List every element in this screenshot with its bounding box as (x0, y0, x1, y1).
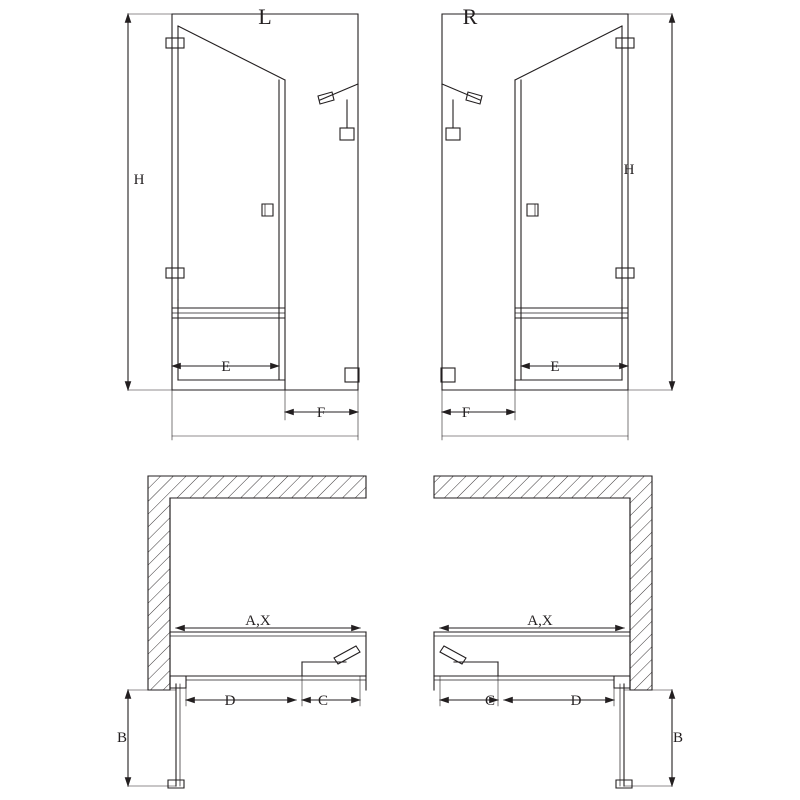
elevation-left-group (128, 14, 359, 440)
dimension-label-D-left: D (224, 693, 236, 709)
plan-left-support-arm (334, 646, 360, 664)
right-elevation-support-bar (442, 84, 480, 100)
dimension-label-AX-left: A,X (245, 613, 271, 629)
dimension-label-B-right: B (672, 730, 684, 746)
right-elevation-hinge-top (616, 38, 634, 48)
right-elevation-door-top-edge (515, 26, 622, 80)
dimension-label-H-right: H (623, 162, 635, 178)
plan-right-pivot-fitting (614, 676, 630, 688)
dimension-label-H-left: H (133, 172, 145, 188)
left-elevation-support-bar (320, 84, 358, 100)
left-elevation-handle (262, 204, 273, 216)
dimension-label-D-right: D (570, 693, 582, 709)
dimension-label-F-right: F (461, 405, 471, 421)
dimension-label-C-left: C (317, 693, 329, 709)
left-elevation-wall-bracket (340, 128, 354, 140)
right-elevation-handle (527, 204, 538, 216)
dimension-label-AX-right: A,X (527, 613, 553, 629)
plan-right-support-arm (440, 646, 466, 664)
left-elevation-hinge-bottom (166, 268, 184, 278)
variant-label-left: L (258, 4, 272, 29)
plan-right-group (434, 476, 672, 788)
plan-left-group (128, 476, 366, 788)
left-elevation-hinge-top (166, 38, 184, 48)
dimension-label-F-left: F (316, 405, 326, 421)
right-elevation-hinge-bottom (616, 268, 634, 278)
right-elevation-lower-bracket (441, 368, 455, 382)
elevation-right-group (441, 14, 672, 440)
dimension-label-E-right: E (550, 359, 560, 375)
plan-left-pivot-fitting (170, 676, 186, 688)
right-elevation-wall-bracket (446, 128, 460, 140)
dimension-label-C-right: C (484, 693, 496, 709)
left-elevation-lower-bracket (345, 368, 359, 382)
dimension-label-E-left: E (221, 359, 231, 375)
dimension-label-B-left: B (116, 730, 128, 746)
left-elevation-door-top-edge (178, 26, 285, 80)
variant-label-right: R (462, 4, 478, 29)
